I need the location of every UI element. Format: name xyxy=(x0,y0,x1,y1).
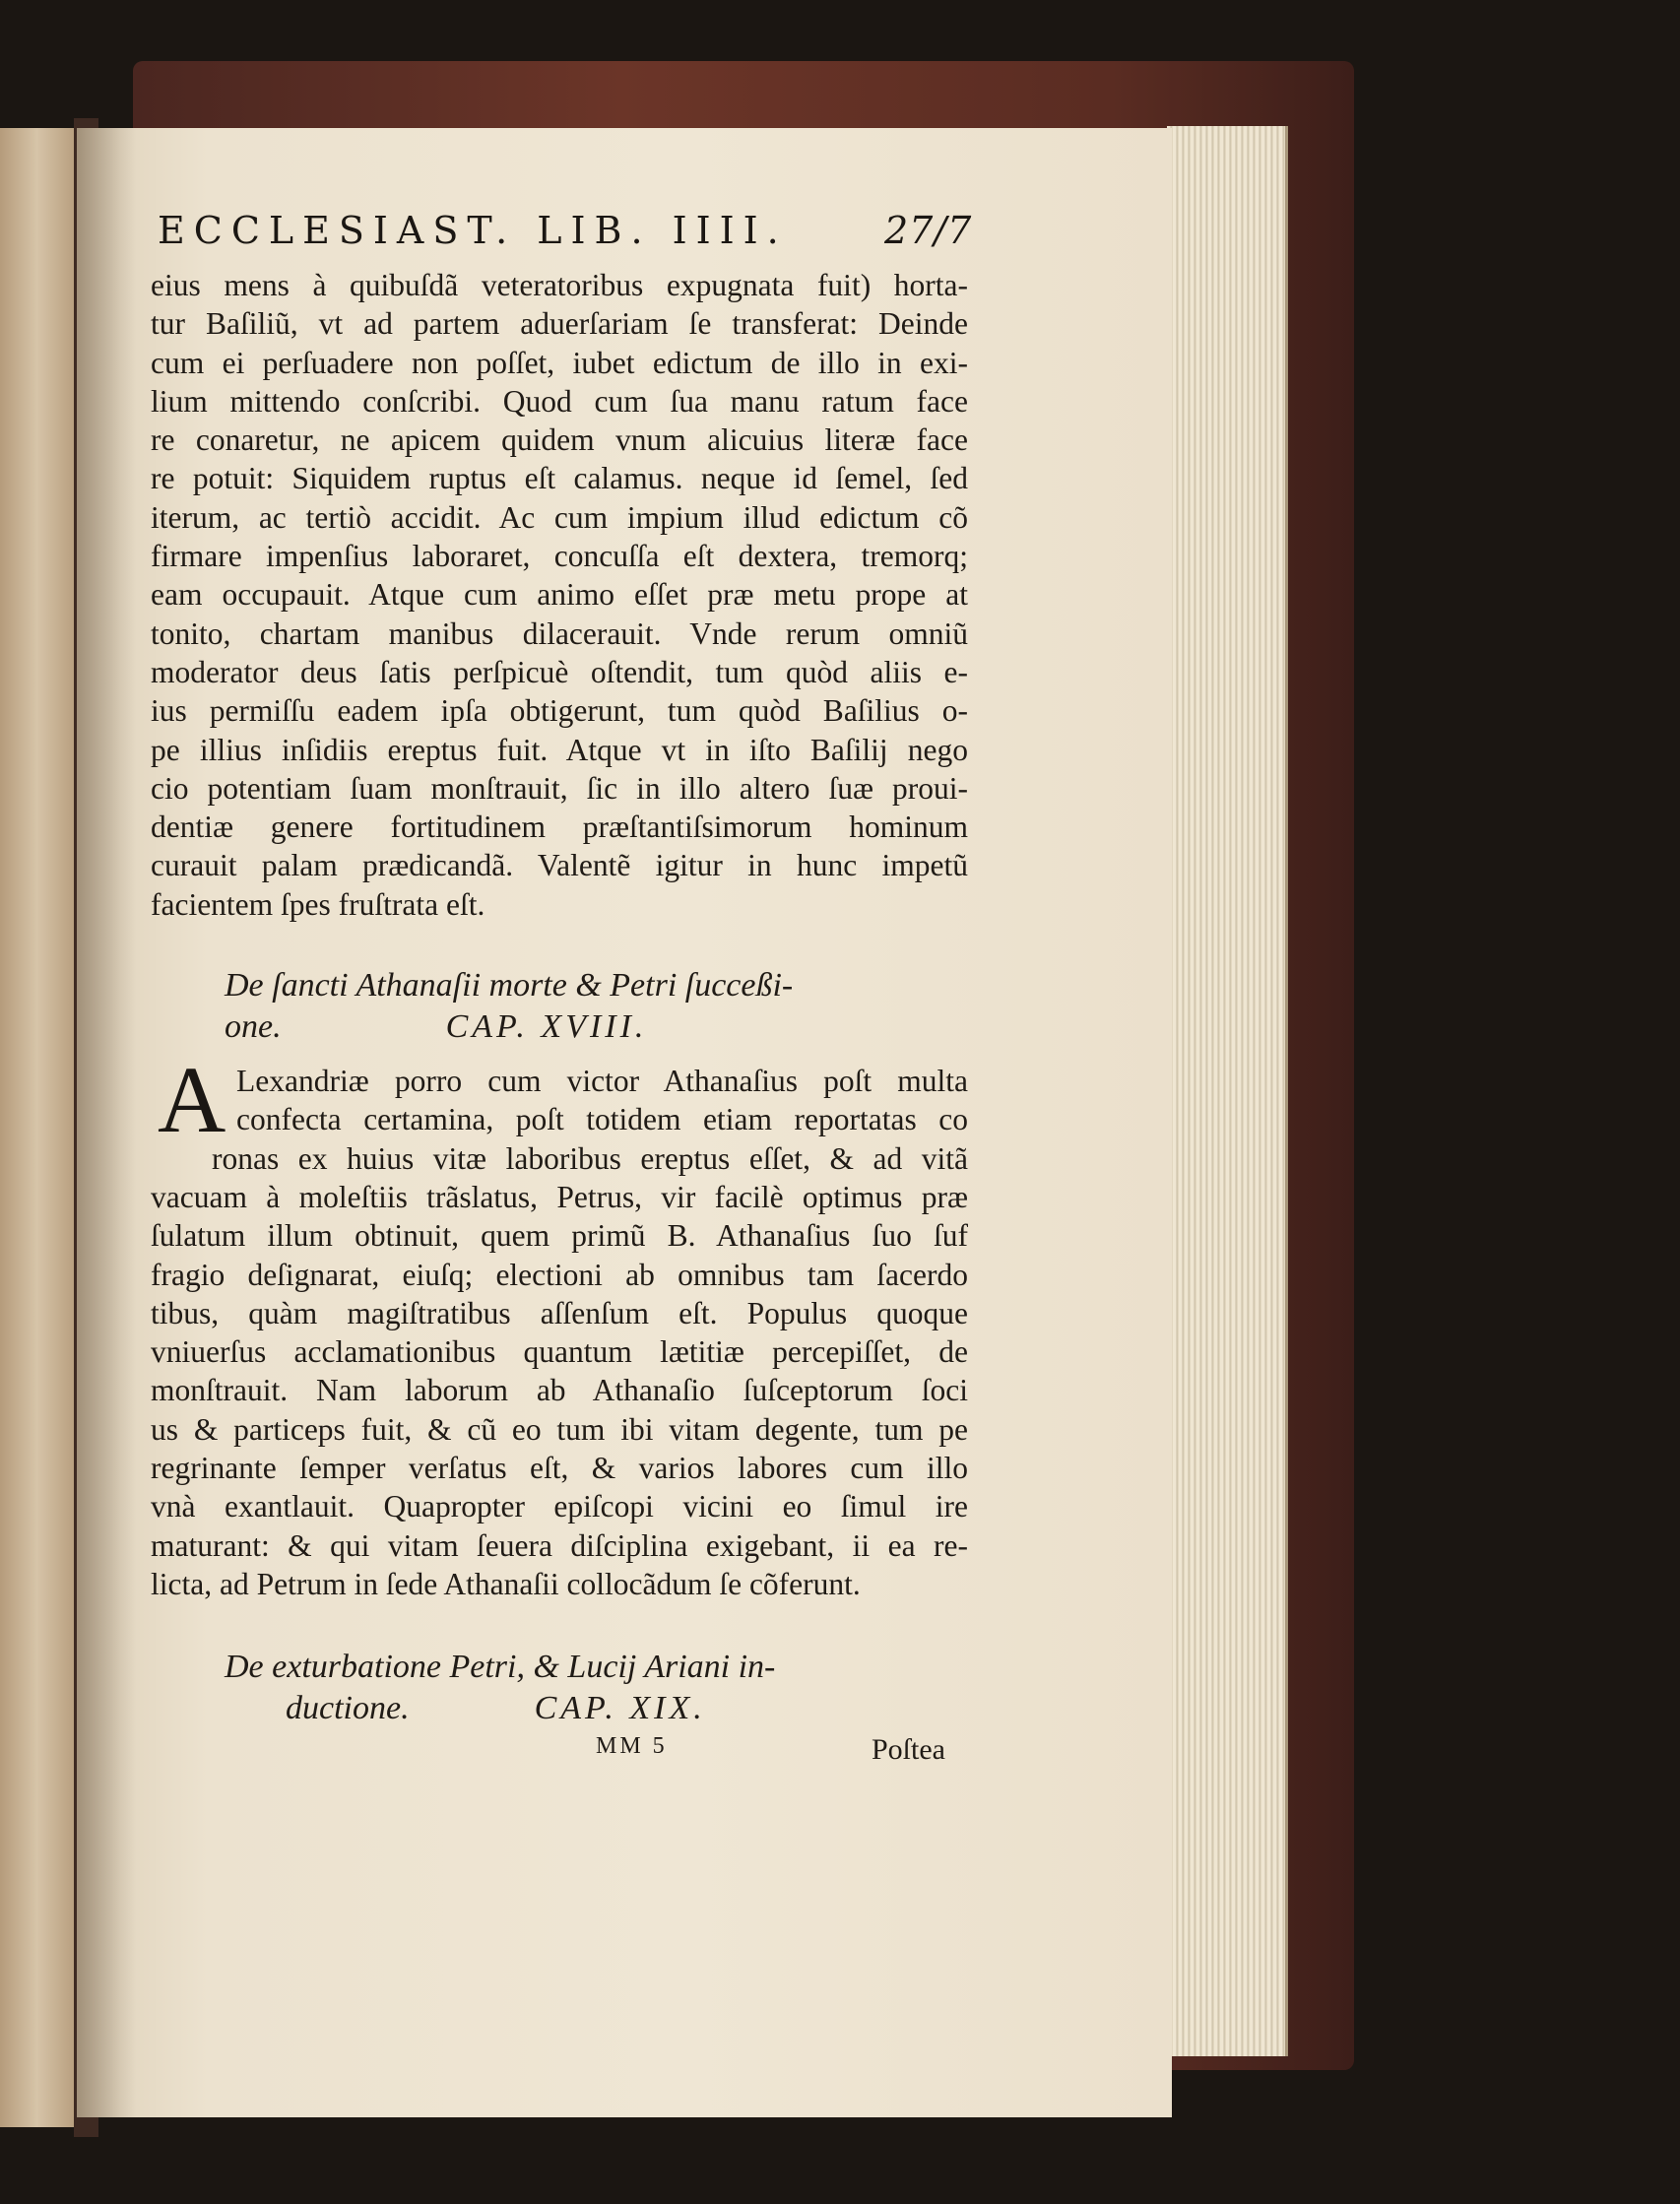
text-line: ſulatum illum obtinuit, quem primũ B. Athanaſius ſuo ſuf xyxy=(151,1218,968,1254)
text-line: Lexandriæ porro cum victor Athanaſius poſt multa xyxy=(236,1064,968,1098)
text-line: confecta certamina, poſt totidem etiam reportatas co xyxy=(236,1102,968,1137)
text-line: ius permiſſu eadem ipſa obtigerunt, tum quòd Baſilius o- xyxy=(151,693,968,729)
text-line: vnà exantlauit. Quapropter epiſcopi vicini eo ſimul ire xyxy=(151,1489,968,1524)
text-line: tibus, quàm magiſtratibus aſſenſum eſt. Populus quoque xyxy=(151,1295,968,1330)
heading-line xyxy=(225,1688,934,1729)
text-line: vniuerſus acclamationibus quantum lætitiæ percepiſſet, de xyxy=(151,1334,968,1370)
text-line: firmare impenſius laboraret, concuſſa eſt dextera, tremorq; xyxy=(151,539,968,574)
text-line: moderator deus ſatis perſpicuè oſtendit, tum quòd aliis e- xyxy=(151,654,968,689)
text-line: licta, ad Petrum in ſede Athanaſii collocãdum ſe cõferunt. xyxy=(151,1566,861,1601)
chapter-heading-18 xyxy=(225,965,934,1048)
text-line: ronas ex huius vitæ laboribus ereptus eſſet, & ad vitã xyxy=(212,1140,968,1176)
heading-line-start: one. xyxy=(225,1008,282,1045)
text-line: tur Baſiliũ, vt ad partem aduerſariam ſe transferat: Deinde xyxy=(151,306,968,342)
text-line: pe illius inſidiis ereptus fuit. Atque vt in iſto Baſilij nego xyxy=(151,732,968,767)
text-line: re potuit: Siquidem ruptus eſt calamus. neque id ſemel, ſed xyxy=(151,461,968,496)
text-line: regrinante ſemper verſatus eſt, & varios labores cum illo xyxy=(151,1451,968,1486)
page-number: 27/7 xyxy=(884,209,973,252)
left-page-edge xyxy=(0,128,74,2127)
chapter-number: CAP. XVIII. xyxy=(445,1008,648,1045)
text-line: facientem ſpes fruſtrata eſt. xyxy=(151,886,485,922)
text-line: fragio deſignarat, eiuſq; electioni ab omnibus tam ſacerdo xyxy=(151,1257,968,1292)
catchword: Poſtea xyxy=(872,1733,945,1766)
chapter-opening-3 xyxy=(212,1139,968,1178)
text-line: cum ei perſuadere non poſſet, iubet edictum de illo in exi- xyxy=(151,345,968,380)
page-block-edges xyxy=(1167,126,1288,2056)
signature-mark: MM 5 xyxy=(596,1733,668,1759)
heading-line xyxy=(225,1006,934,1048)
heading-line: De exturbatione Petri, & Lucij Ariani in- xyxy=(225,1649,776,1685)
gutter-shadow xyxy=(77,128,136,2117)
body-text xyxy=(151,266,968,924)
heading-line-start: ductione. xyxy=(286,1690,410,1726)
running-head: ECCLESIAST. LIB. IIII. xyxy=(158,209,788,252)
chapter-opening xyxy=(236,1062,968,1139)
text-line: monſtrauit. Nam laborum ab Athanaſio ſuſceptorum ſoci xyxy=(151,1373,968,1408)
text-line: iterum, ac tertiò accidit. Ac cum impium illud edictum cõ xyxy=(151,499,968,535)
text-line: maturant: & qui vitam ſeuera diſciplina exigebant, ii ea re- xyxy=(151,1527,968,1563)
text-line: eius mens à quibuſdã veteratoribus expugnata fuit) horta- xyxy=(151,268,968,302)
text-line: tonito, chartam manibus dilacerauit. Vnde rerum omniũ xyxy=(151,616,968,651)
text-line: re conaretur, ne apicem quidem vnum alicuius literæ face xyxy=(151,422,968,458)
chapter-heading-19 xyxy=(225,1647,934,1729)
drop-cap: A xyxy=(158,1047,226,1152)
text-line: lium mittendo conſcribi. Quod cum ſua manu ratum face xyxy=(151,383,968,419)
chapter-number: CAP. XIX. xyxy=(534,1690,706,1726)
text-line: curauit palam prædicandã. Valentẽ igitur in hunc impetũ xyxy=(151,848,968,883)
text-line: vacuam à moleſtiis trãslatus, Petrus, vir facilè optimus præ xyxy=(151,1180,968,1214)
text-line: dentiæ genere fortitudinem præſtantiſsimorum hominum xyxy=(151,810,968,845)
text-line: us & particeps fuit, & cũ eo tum ibi vitam degente, tum pe xyxy=(151,1411,968,1447)
text-line: eam occupauit. Atque cum animo eſſet præ metu prope at xyxy=(151,577,968,613)
chapter-body xyxy=(151,1178,968,1603)
text-line: cio potentiam ſuam monſtrauit, ſic in illo altero ſuæ proui- xyxy=(151,770,968,806)
heading-line: De ſancti Athanaſii morte & Petri ſucceßi- xyxy=(225,967,794,1004)
